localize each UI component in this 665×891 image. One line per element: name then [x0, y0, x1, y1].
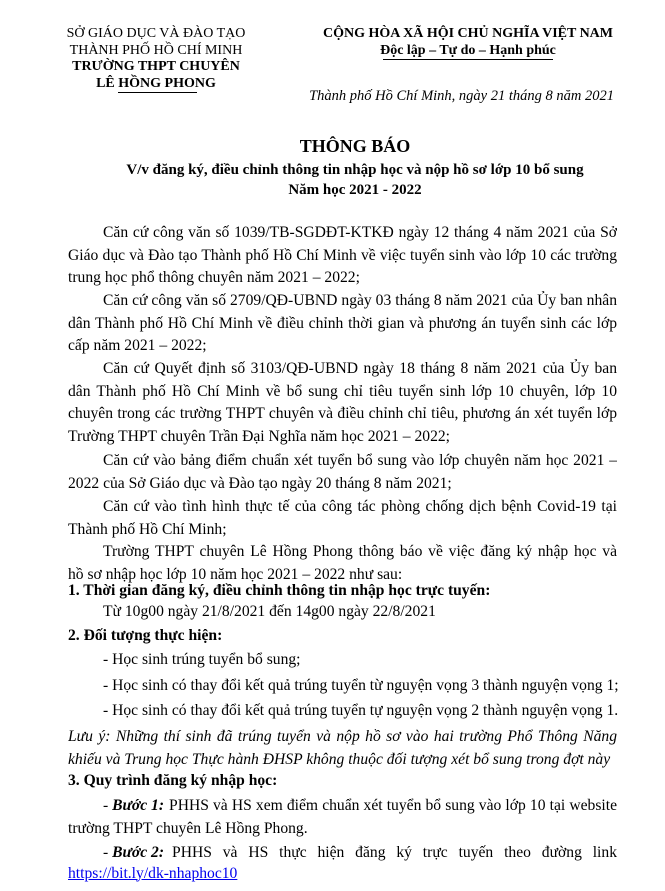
text-line: Căn cứ vào tình hình thực tế của công tác phòng chống dịch bệnh Covid-19 tại	[103, 498, 617, 515]
text-line: Trường THPT chuyên Lê Hồng Phong thông báo về việc đăng ký nhập học và	[103, 543, 617, 560]
document-title: THÔNG BÁO	[299, 136, 411, 156]
step-2: - Bước 2: PHHS và HS thực hiện đăng ký trực tuyến theo đường link https://bit.ly/dk-nhaphoc10	[68, 844, 617, 882]
text-line: Căn cứ công văn số 1039/TB-SGDĐT-KTKĐ ngày 12 tháng 4 năm 2021 của Sở	[103, 224, 617, 241]
department-name: SỞ GIÁO DỤC VÀ ĐÀO TẠO	[66, 26, 246, 41]
text-line: Trường THPT chuyên Trần Đại Nghĩa năm học 2021 – 2022;	[68, 427, 450, 445]
bullet-text: - Học sinh có thay đổi kết quả trúng tuyển tự nguyện vọng 2 thành nguyện vọng 1.	[103, 702, 619, 719]
text-line: PHHS và HS xem điểm chuẩn xét tuyển bổ sung vào lớp 10 tại website	[169, 797, 617, 814]
text-line: Lưu ý: Những thí sinh đã trúng tuyển và nộp hồ sơ vào hai trường Phổ Thông Năng	[68, 728, 617, 745]
text-line: trường THPT chuyên Lê Hồng Phong.	[68, 819, 308, 837]
section-heading: 3. Quy trình đăng ký nhập học:	[68, 772, 278, 789]
text-line: 2022 của Sở Giáo dục và Đào tạo ngày 20 tháng 8 năm 2021;	[68, 474, 452, 492]
text-line: khiếu và Trung học Thực hành ĐHSP không thuộc đối tượng xét bổ sung trong đợt này	[68, 750, 611, 768]
header-right	[318, 26, 618, 59]
paragraph	[68, 358, 617, 448]
text-line: Căn cứ Quyết định số 3103/QĐ-UBND ngày 18 tháng 8 năm 2021 của Ủy ban	[103, 360, 617, 377]
text-line: Giáo dục và Đào tạo Thành phố Hồ Chí Minh về việc tuyển sinh vào lớp 10 các trường	[68, 246, 617, 264]
document-subtitle: V/v đăng ký, điều chỉnh thông tin nhập học và nộp hồ sơ lớp 10 bổ sung	[126, 162, 584, 178]
paragraph	[68, 450, 617, 495]
section-1	[68, 580, 617, 603]
step-label: Bước 2:	[112, 844, 165, 861]
header-left	[56, 26, 256, 93]
bullet-item	[68, 649, 617, 672]
text-line: cấp năm 2021 – 2022;	[68, 337, 207, 354]
section-1-text	[68, 601, 617, 624]
date-line: Thành phố Hồ Chí Minh, ngày 21 tháng 8 năm 2021	[309, 88, 614, 104]
step-1: - Bước 1: PHHS và HS xem điểm chuẩn xét tuyển bổ sung vào lớp 10 tại website trường THPT chuyên Lê Hồng Phong.	[68, 795, 617, 840]
text-line: trung học phổ thông chuyên năm 2021 – 2022;	[68, 269, 360, 286]
section-heading: 2. Đối tượng thực hiện:	[68, 627, 223, 644]
text-line: Thành phố Hồ Chí Minh;	[68, 520, 227, 538]
note	[68, 726, 617, 771]
text-line: PHHS và HS thực hiện đăng ký trực tuyến theo đường link	[172, 844, 617, 861]
school-year: Năm học 2021 - 2022	[288, 182, 422, 198]
section-3	[68, 770, 617, 793]
step-label: Bước 1:	[112, 797, 165, 814]
paragraph	[68, 222, 617, 290]
paragraph	[68, 290, 617, 358]
section-2	[68, 625, 617, 648]
text-line: dân Thành phố Hồ Chí Minh về bổ sung chỉ tiêu tuyển sinh lớp 10 chuyên, lớp 10	[68, 382, 617, 400]
motto: Độc lập – Tự do – Hạnh phúc	[380, 42, 556, 58]
text-line: dân Thành phố Hồ Chí Minh về điều chỉnh thời gian và phương án tuyển sinh các lớp	[68, 314, 617, 332]
text-line: Căn cứ công văn số 2709/QĐ-UBND ngày 03 tháng 8 năm 2021 của Ủy ban nhân	[103, 292, 617, 309]
divider	[118, 92, 197, 93]
registration-time: Từ 10g00 ngày 21/8/2021 đến 14g00 ngày 22/8/2021	[103, 603, 436, 620]
bullet-item	[68, 675, 617, 698]
registration-link[interactable]: https://bit.ly/dk-nhaphoc10	[68, 864, 238, 882]
bullet-text: - Học sinh trúng tuyển bổ sung;	[103, 651, 301, 668]
text-line: chuyên trong các trường THPT chuyên và điều chỉnh chỉ tiêu, phương án xét tuyển lớp	[68, 405, 617, 422]
divider	[383, 59, 553, 60]
school-name-2: LÊ HỒNG PHONG	[96, 76, 216, 92]
section-heading: 1. Thời gian đăng ký, điều chỉnh thông tin nhập học trực tuyến:	[68, 582, 491, 599]
bullet-text: - Học sinh có thay đổi kết quả trúng tuyển từ nguyện vọng 3 thành nguyện vọng 1;	[103, 677, 619, 694]
bullet-item	[68, 700, 617, 723]
city-name: THÀNH PHỐ HỒ CHÍ MINH	[69, 42, 243, 58]
school-name-1: TRƯỜNG THPT CHUYÊN	[72, 59, 240, 75]
text-line: hồ sơ nhập học lớp 10 năm học 2021 – 2022 như sau:	[68, 565, 403, 583]
country-name: CỘNG HÒA XÃ HỘI CHỦ NGHĨA VIỆT NAM	[322, 26, 613, 41]
text-line: Căn cứ vào bảng điểm chuẩn xét tuyển bổ sung vào lớp chuyên năm học 2021 –	[103, 452, 617, 469]
paragraph	[68, 496, 617, 541]
